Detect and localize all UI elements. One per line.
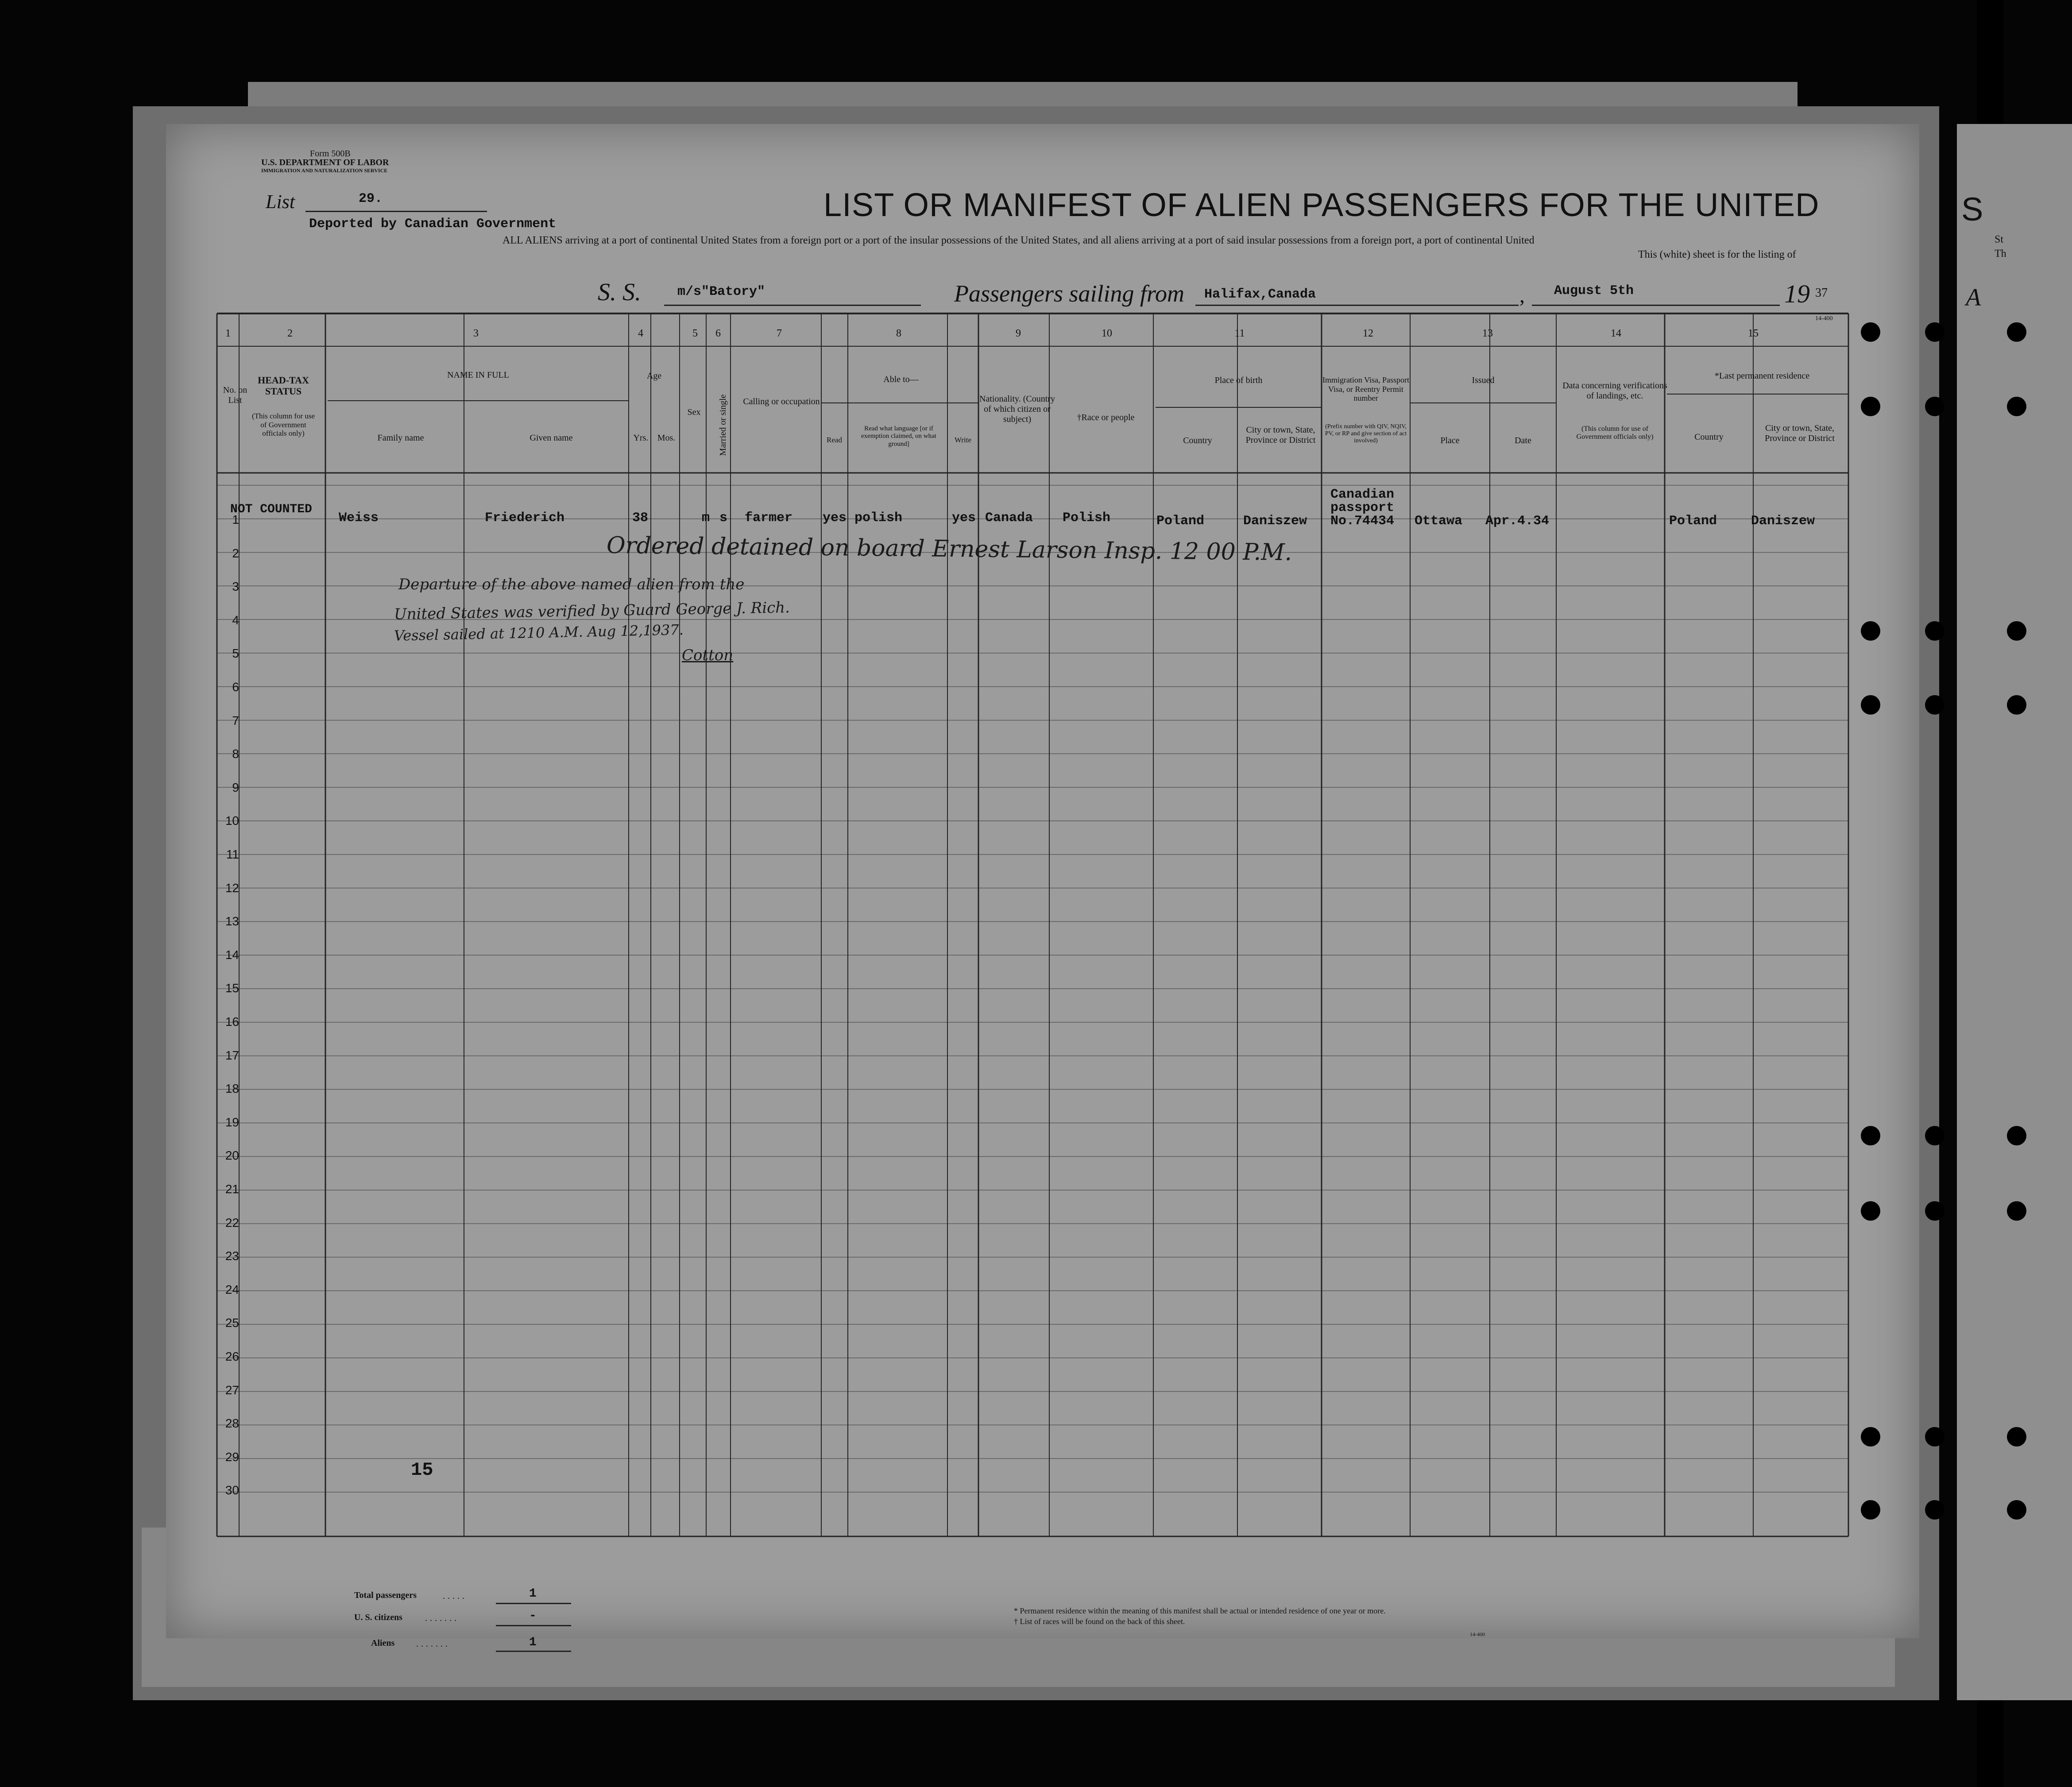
- header-read-language: Read what language [or if exemption claimed, on what ground]: [861, 425, 936, 448]
- header-age: Age: [646, 371, 662, 381]
- handwritten-detention-note: Ordered detained on board Ernest Larson Insp. 12 00 P.M.: [606, 532, 1292, 566]
- next-page-title: S: [1961, 191, 1983, 228]
- header-given-name: Given name: [530, 433, 573, 443]
- total-passengers-label: Total passengers: [354, 1590, 417, 1600]
- punch-hole: [1925, 397, 1944, 416]
- header-sex: Sex: [687, 407, 701, 417]
- punch-hole: [1861, 1126, 1880, 1145]
- punch-hole: [2007, 1126, 2026, 1145]
- ship-name: m/s"Batory": [677, 284, 765, 299]
- row-number: 8: [232, 747, 239, 761]
- corner-code: 14-400: [1815, 315, 1833, 322]
- race-cell: Polish: [1063, 511, 1111, 526]
- header-last-residence: *Last permanent residence: [1714, 371, 1810, 381]
- row-number: 15: [225, 981, 239, 995]
- column-number: 5: [692, 328, 698, 339]
- occupation-cell: farmer: [745, 511, 793, 526]
- next-page-sub2: Th: [1995, 248, 2006, 259]
- header-yrs: Yrs.: [633, 433, 649, 443]
- form-number: Form 500B: [310, 149, 351, 159]
- column-number: 4: [638, 328, 643, 339]
- us-citizens-value: -: [529, 1609, 537, 1623]
- punch-hole: [1925, 1427, 1944, 1447]
- punch-hole: [2007, 1500, 2026, 1520]
- row-number: 30: [225, 1483, 239, 1497]
- row-number: 5: [232, 646, 239, 661]
- sailing-label: Passengers sailing from: [954, 280, 1185, 307]
- header-issued-date: Date: [1515, 436, 1531, 445]
- column-number: 13: [1482, 328, 1493, 339]
- row-number: 25: [225, 1316, 239, 1330]
- punch-hole: [1861, 1201, 1880, 1221]
- citizens-underline: [496, 1625, 571, 1626]
- head-tax-status: NOT COUNTED: [230, 503, 312, 516]
- header-data-concerning: Data concerning verifications of landings, etc.: [1562, 381, 1667, 401]
- column-number: 1: [225, 328, 231, 339]
- birth-city-cell: Daniszew: [1243, 514, 1307, 529]
- punch-hole: [2007, 695, 2026, 715]
- column-number: 8: [896, 328, 901, 339]
- row-number: 6: [232, 680, 239, 694]
- punch-hole: [2007, 621, 2026, 641]
- us-citizens-label: U. S. citizens: [354, 1613, 402, 1622]
- punch-hole: [2007, 322, 2026, 342]
- family-name-cell: Weiss: [339, 511, 379, 526]
- row-number: 27: [225, 1383, 239, 1397]
- issued-place-cell: Ottawa: [1415, 514, 1463, 529]
- year-suffix: 37: [1815, 286, 1828, 300]
- punch-hole: [1925, 621, 1944, 641]
- year-prefix: 19: [1784, 279, 1810, 308]
- header-visa: Immigration Visa, Passport Visa, or Reentry Permit number: [1322, 375, 1410, 403]
- row-number: 1: [232, 513, 239, 526]
- row-number: 28: [225, 1416, 239, 1431]
- punch-hole: [1925, 1500, 1944, 1520]
- handwritten-departure-line-3: Vessel sailed at 1210 A.M. Aug 12,1937.: [394, 621, 684, 644]
- punch-hole: [1861, 322, 1880, 342]
- comma-separator: ,: [1519, 284, 1525, 307]
- column-number: 9: [1016, 328, 1021, 339]
- header-data-note: (This column for use of Government officials only): [1576, 425, 1654, 441]
- deported-note: Deported by Canadian Government: [309, 217, 557, 232]
- row-number: 10: [225, 814, 239, 828]
- residence-city-cell: Daniszew: [1751, 514, 1815, 529]
- departure-port: Halifax,Canada: [1204, 287, 1316, 302]
- departure-date: August 5th: [1554, 283, 1634, 298]
- header-nationality: Nationality. (Country of which citizen or subject): [979, 394, 1055, 424]
- issued-date-cell: Apr.4.34: [1485, 514, 1550, 529]
- row-number: 16: [225, 1015, 239, 1029]
- row-number: 2: [232, 546, 239, 560]
- header-birth-city: City or town, State, Province or District: [1245, 425, 1316, 445]
- read-cell: yes: [823, 511, 847, 526]
- header-race: †Race or people: [1077, 413, 1135, 422]
- list-number: 29.: [359, 191, 383, 206]
- header-birth-country: Country: [1183, 436, 1212, 445]
- visa-line-3: No.74434: [1330, 514, 1395, 529]
- row-number: 9: [232, 780, 239, 794]
- column-number: 6: [715, 328, 721, 339]
- footnote-races: † List of races will be found on the back of this sheet.: [1014, 1617, 1185, 1626]
- header-issued: Issued: [1472, 375, 1495, 385]
- header-name-in-full: NAME IN FULL: [447, 370, 509, 380]
- form-subtitle-2: This (white) sheet is for the listing of: [1638, 249, 1796, 260]
- header-issued-place: Place: [1440, 436, 1460, 445]
- dot-leader: .......: [425, 1613, 459, 1623]
- punch-hole: [2007, 1201, 2026, 1221]
- aliens-label: Aliens: [371, 1638, 395, 1648]
- column-number: 2: [287, 328, 293, 339]
- header-family-name: Family name: [377, 433, 424, 443]
- service-name: IMMIGRATION AND NATURALIZATION SERVICE: [261, 167, 388, 174]
- residence-country-cell: Poland: [1669, 514, 1717, 529]
- next-page-ss: A: [1966, 284, 1981, 311]
- row-number: 26: [225, 1350, 239, 1363]
- column-number: 10: [1102, 328, 1112, 339]
- department-name: U.S. DEPARTMENT OF LABOR: [261, 158, 389, 167]
- header-place-of-birth: Place of birth: [1214, 375, 1263, 385]
- row-number: 22: [225, 1215, 239, 1230]
- age-years-cell: 38: [632, 511, 649, 526]
- column-number: 12: [1363, 328, 1373, 339]
- header-able-to: Able to—: [883, 375, 919, 384]
- sex-cell: m: [702, 511, 710, 526]
- dot-leader: .....: [443, 1591, 467, 1601]
- visa-line-2: passport: [1330, 500, 1395, 515]
- punch-hole: [2007, 397, 2026, 416]
- column-number: 11: [1234, 328, 1245, 339]
- punch-hole: [1861, 397, 1880, 416]
- nationality-cell: Canada: [985, 511, 1033, 526]
- handwritten-departure-line-1: Departure of the above named alien from the: [398, 576, 745, 593]
- header-head-tax-note: (This column for use of Government officials only): [251, 412, 315, 438]
- form-subtitle: ALL ALIENS arriving at a port of continental United States from a foreign port or a port of the insular possessions of the United States, and all aliens arriving at a port of said insular possessions from a foreign port, a port of continental United: [503, 235, 1535, 246]
- footnote-code: 14-400: [1470, 1631, 1485, 1637]
- punch-hole: [1861, 621, 1880, 641]
- row-number: 3: [232, 580, 239, 594]
- header-write: Write: [954, 436, 972, 444]
- page-title: LIST OR MANIFEST OF ALIEN PASSENGERS FOR THE UNITED: [823, 186, 1820, 223]
- aliens-value: 1: [529, 1636, 537, 1649]
- column-number: 3: [473, 328, 479, 339]
- punch-hole: [1925, 1201, 1944, 1221]
- row-number: 11: [226, 847, 239, 861]
- dot-leader: .......: [416, 1639, 450, 1649]
- header-married: Married or single: [718, 394, 728, 456]
- header-read: Read: [827, 436, 842, 444]
- footnote-residence: * Permanent residence within the meaning of this manifest shall be actual or intended residence of one year or more.: [1014, 1606, 1386, 1615]
- punch-hole: [1861, 695, 1880, 715]
- row-number: 29: [225, 1450, 239, 1464]
- column-number: 15: [1748, 328, 1759, 339]
- row-number: 19: [225, 1115, 239, 1129]
- row-number: 20: [225, 1149, 239, 1163]
- total-passengers-value: 1: [529, 1587, 537, 1601]
- handwritten-count: 15: [411, 1459, 433, 1481]
- row-number: 21: [225, 1182, 239, 1196]
- birth-country-cell: Poland: [1156, 514, 1205, 529]
- list-label: List: [266, 191, 295, 213]
- punch-hole: [1861, 1427, 1880, 1447]
- row-number: 18: [225, 1082, 239, 1096]
- header-no-on-list: No. on List: [223, 385, 247, 405]
- punch-hole: [1925, 1126, 1944, 1145]
- marital-cell: s: [719, 511, 728, 526]
- row-number: 14: [225, 948, 239, 962]
- header-visa-note: (Prefix number with QIV, NQIV, PV, or RP and give section of act involved): [1325, 423, 1407, 445]
- header-mos: Mos.: [657, 433, 676, 443]
- punch-hole: [1925, 322, 1944, 342]
- row-number: 17: [225, 1048, 239, 1062]
- header-res-country: Country: [1694, 432, 1724, 442]
- row-number: 24: [225, 1282, 239, 1296]
- total-underline: [496, 1603, 571, 1604]
- next-page-sub1: St: [1995, 234, 2004, 245]
- row-number: 12: [225, 881, 239, 895]
- language-cell: polish: [854, 511, 903, 526]
- handwritten-departure-line-2: United States was verified by Guard George J. Rich.: [394, 599, 790, 623]
- header-calling: Calling or occupation: [743, 397, 820, 406]
- aliens-underline: [496, 1651, 571, 1652]
- row-number: 13: [225, 914, 239, 928]
- column-number: 7: [777, 328, 782, 339]
- given-name-cell: Friederich: [485, 511, 565, 526]
- row-number: 4: [232, 613, 239, 627]
- ss-label: S. S.: [598, 278, 641, 306]
- row-number: 7: [232, 713, 239, 727]
- punch-hole: [2007, 1427, 2026, 1447]
- visa-line-1: Canadian: [1330, 487, 1395, 502]
- handwritten-signature: Cotton: [682, 646, 734, 664]
- punch-hole: [1925, 695, 1944, 715]
- write-cell: yes: [952, 511, 976, 526]
- punch-hole: [1861, 1500, 1880, 1520]
- row-number: 23: [225, 1249, 239, 1263]
- header-head-tax: HEAD-TAX STATUS: [258, 375, 309, 397]
- header-res-city: City or town, State, Province or District: [1765, 423, 1835, 443]
- column-number: 14: [1611, 328, 1621, 339]
